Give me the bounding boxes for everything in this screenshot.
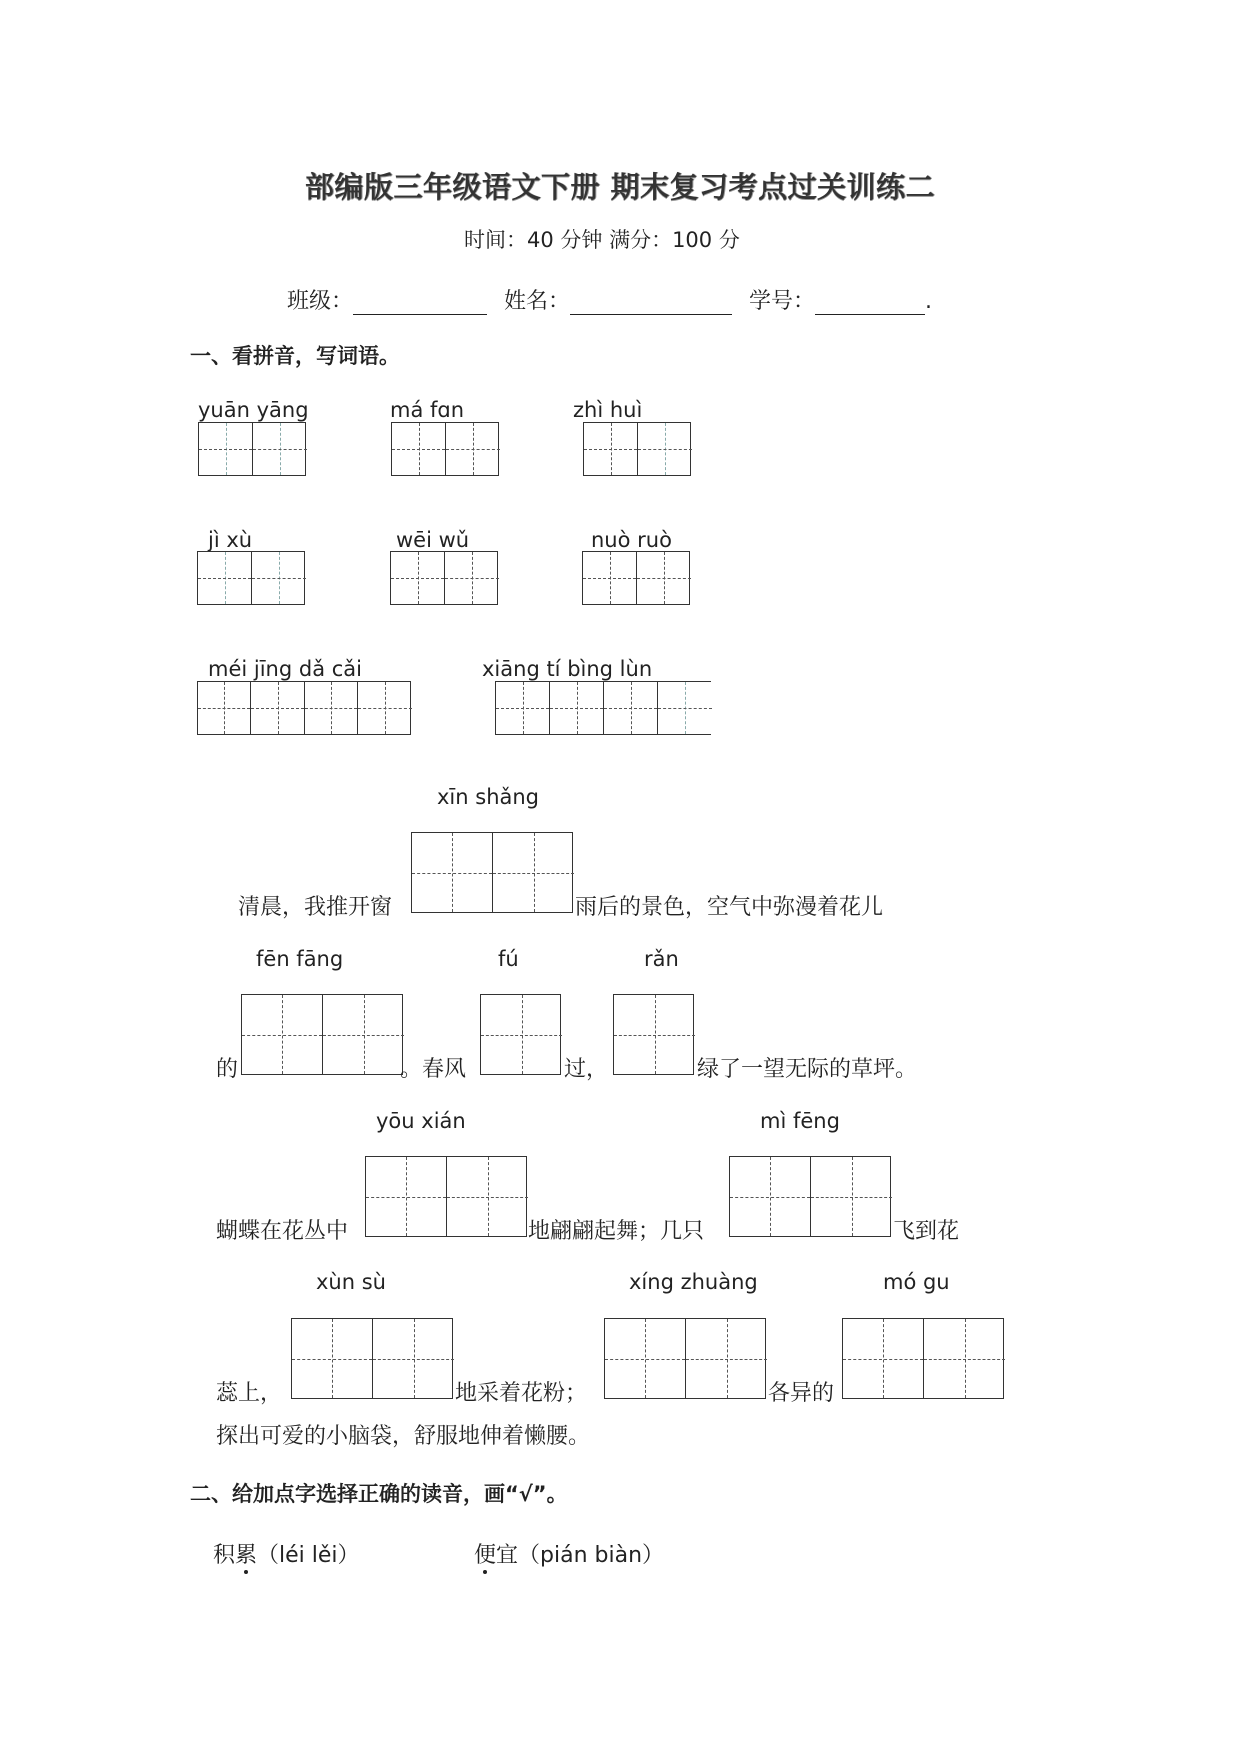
passage-text: 地翩翩起舞；几只 xyxy=(528,1219,705,1244)
pinyin-label: nuò ruò xyxy=(591,528,672,552)
passage-text: 探出可爱的小脑袋，舒服地伸着懒腰。 xyxy=(216,1424,591,1449)
pinyin-label: yuān yāng xyxy=(198,398,309,422)
writing-grid[interactable] xyxy=(842,1318,1004,1399)
writing-grid[interactable] xyxy=(198,422,306,476)
writing-grid[interactable] xyxy=(495,681,711,735)
id-label: 学号： xyxy=(749,289,816,314)
passage-text: 过， xyxy=(564,1057,609,1082)
passage-text: 蕊上， xyxy=(216,1381,283,1406)
passage-text: 绿了一望无际的草坪。 xyxy=(697,1057,918,1082)
pinyin-label: xiāng tí bìng lùn xyxy=(482,657,653,681)
passage-text: 地采着花粉； xyxy=(455,1381,588,1406)
writing-grid[interactable] xyxy=(241,994,403,1075)
pinyin-label: má fɑn xyxy=(390,398,465,422)
pinyin-label: xíng zhuàng xyxy=(629,1270,758,1294)
writing-grid[interactable] xyxy=(613,994,694,1075)
writing-grid[interactable] xyxy=(390,551,498,605)
pinyin-label: xīn shǎng xyxy=(437,785,540,809)
passage-text: 清晨，我推开窗 xyxy=(238,895,393,920)
passage-text: 蝴蝶在花丛中 xyxy=(216,1219,349,1244)
pinyin-label: méi jīng dǎ cǎi xyxy=(208,657,362,681)
pinyin-label: fēn fāng xyxy=(256,947,344,971)
dotted-char: 累 xyxy=(235,1543,258,1568)
writing-grid[interactable] xyxy=(583,422,691,476)
reading-choice-item xyxy=(474,1538,664,1569)
section1-heading: 一、看拼音，写词语。 xyxy=(190,344,400,368)
pinyin-label: fú xyxy=(498,947,519,971)
student-info-row xyxy=(287,284,932,315)
writing-grid[interactable] xyxy=(291,1318,453,1399)
reading-options[interactable]: （pián biàn） xyxy=(518,1543,665,1568)
dotted-char: 便 xyxy=(474,1543,497,1568)
pinyin-label: mì fēng xyxy=(760,1109,840,1133)
writing-grid[interactable] xyxy=(197,551,305,605)
passage-text: 各异的 xyxy=(768,1381,835,1406)
name-label: 姓名： xyxy=(504,289,571,314)
writing-grid[interactable] xyxy=(480,994,561,1075)
writing-grid[interactable] xyxy=(365,1156,527,1237)
pinyin-label: rǎn xyxy=(644,947,679,971)
pinyin-label: xùn sù xyxy=(316,1270,386,1294)
name-blank[interactable] xyxy=(570,288,732,315)
writing-grid[interactable] xyxy=(604,1318,766,1399)
passage-text: 。春风 xyxy=(400,1057,467,1082)
item-char: 积 xyxy=(213,1543,236,1568)
passage-text: 飞到花 xyxy=(893,1219,960,1244)
page-title: 部编版三年级语文下册 期末复习考点过关训练二 xyxy=(305,170,936,204)
reading-options[interactable]: （léi lěi） xyxy=(257,1543,360,1568)
passage-text: 雨后的景色，空气中弥漫着花儿 xyxy=(575,895,884,920)
exam-time-score: 时间：40 分钟 满分：100 分 xyxy=(464,228,740,252)
writing-grid[interactable] xyxy=(582,551,690,605)
writing-grid[interactable] xyxy=(729,1156,891,1237)
reading-choice-item xyxy=(213,1538,360,1569)
item-char: 宜 xyxy=(496,1543,519,1568)
passage-text: 的 xyxy=(216,1057,239,1082)
writing-grid[interactable] xyxy=(391,422,499,476)
class-label: 班级： xyxy=(287,289,354,314)
writing-grid[interactable] xyxy=(411,832,573,913)
pinyin-label: yōu xián xyxy=(376,1109,466,1133)
end-mark: . xyxy=(925,289,933,314)
section2-heading: 二、给加点字选择正确的读音，画“√”。 xyxy=(190,1482,568,1506)
writing-grid[interactable] xyxy=(197,681,411,735)
pinyin-label: mó gu xyxy=(883,1270,950,1294)
pinyin-label: wēi wǔ xyxy=(396,528,470,552)
class-blank[interactable] xyxy=(353,288,487,315)
pinyin-label: jì xù xyxy=(208,528,253,552)
id-blank[interactable] xyxy=(815,288,925,315)
pinyin-label: zhì huì xyxy=(573,398,643,422)
